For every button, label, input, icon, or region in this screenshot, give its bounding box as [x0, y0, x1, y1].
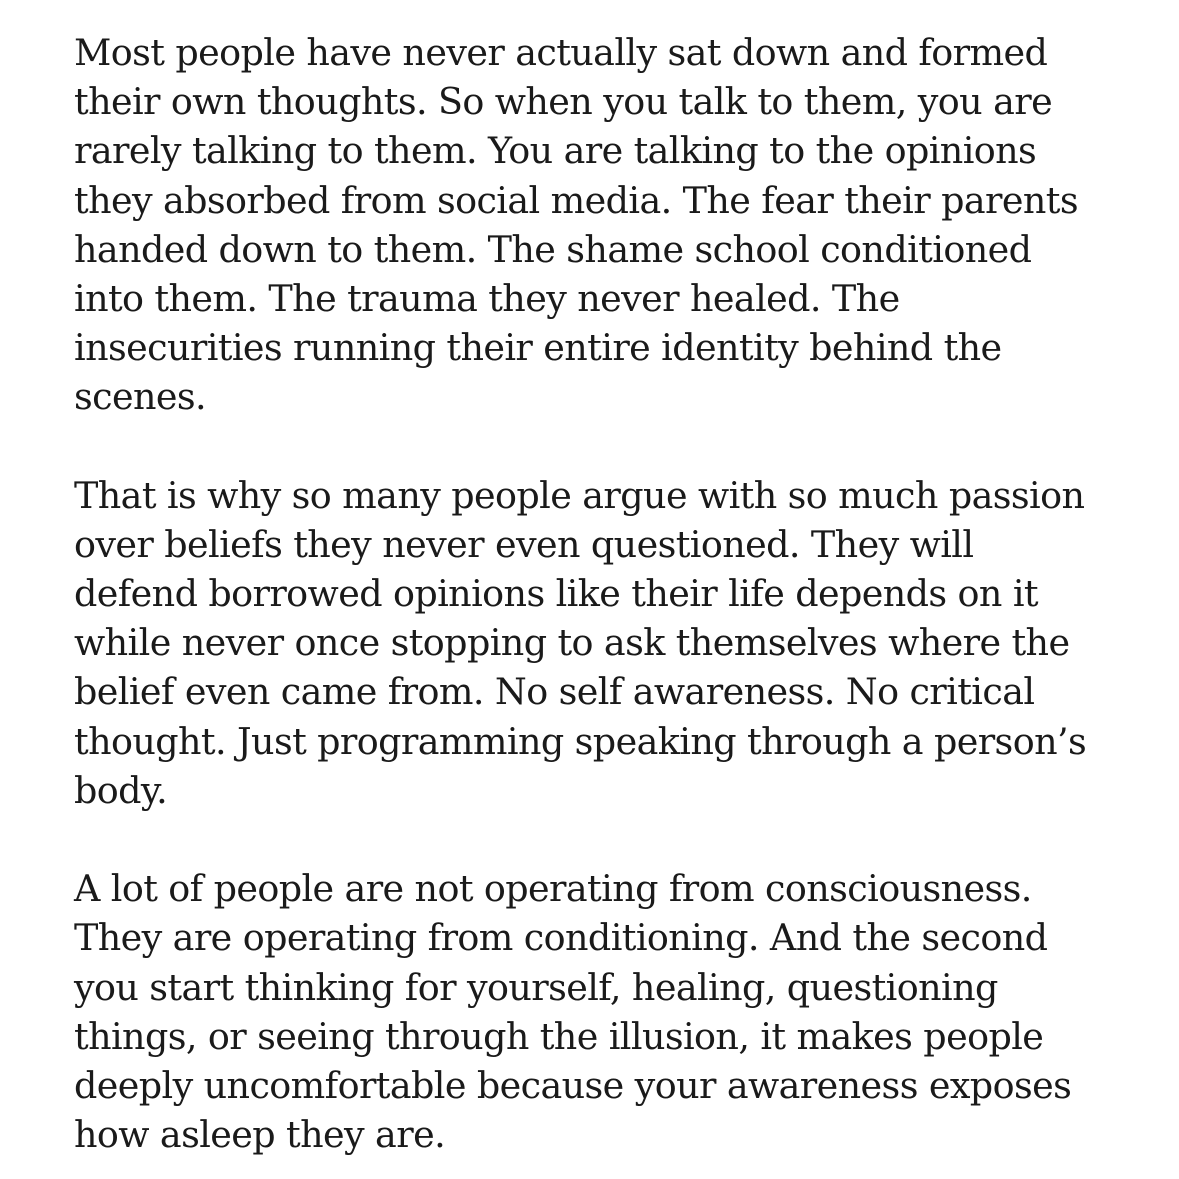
text-line: while never once stopping to ask themselves where the	[74, 621, 1070, 665]
text-line: thought. Just programming speaking through a person’s	[74, 719, 1087, 763]
text-line: over beliefs they never even questioned. They will	[74, 522, 974, 566]
text-line: you start thinking for yourself, healing, questioning	[74, 965, 998, 1009]
text-line: how asleep they are.	[74, 1113, 446, 1157]
text-line: rarely talking to them. You are talking to the opinions	[74, 129, 1037, 173]
text-line: defend borrowed opinions like their life depends on it	[74, 572, 1038, 616]
text-line: things, or seeing through the illusion, it makes people	[74, 1014, 1044, 1058]
paragraph-2	[74, 471, 1134, 815]
text-line: They are operating from conditioning. And the second	[74, 916, 1048, 960]
paragraph-gap	[74, 815, 1134, 864]
text-line: That is why so many people argue with so much passion	[74, 473, 1085, 517]
text-line: body.	[74, 768, 168, 812]
text-line: deeply uncomfortable because your awareness exposes	[74, 1063, 1072, 1107]
text-line: Most people have never actually sat down and formed	[74, 31, 1048, 74]
text-line: handed down to them. The shame school conditioned	[74, 227, 1032, 271]
paragraph-3	[74, 864, 1134, 1159]
paragraph-gap	[74, 422, 1134, 471]
text-line: A lot of people are not operating from consciousness.	[74, 867, 1032, 911]
paragraph-1	[74, 28, 1134, 422]
text-line: insecurities running their entire identity behind the	[74, 326, 1002, 370]
text-line: they absorbed from social media. The fear their parents	[74, 178, 1078, 222]
text-line: scenes.	[74, 375, 207, 419]
text-line: into them. The trauma they never healed. The	[74, 276, 900, 320]
text-line: belief even came from. No self awareness. No critical	[74, 670, 1035, 714]
article-text	[74, 28, 1134, 1159]
text-line: their own thoughts. So when you talk to them, you are	[74, 80, 1053, 124]
